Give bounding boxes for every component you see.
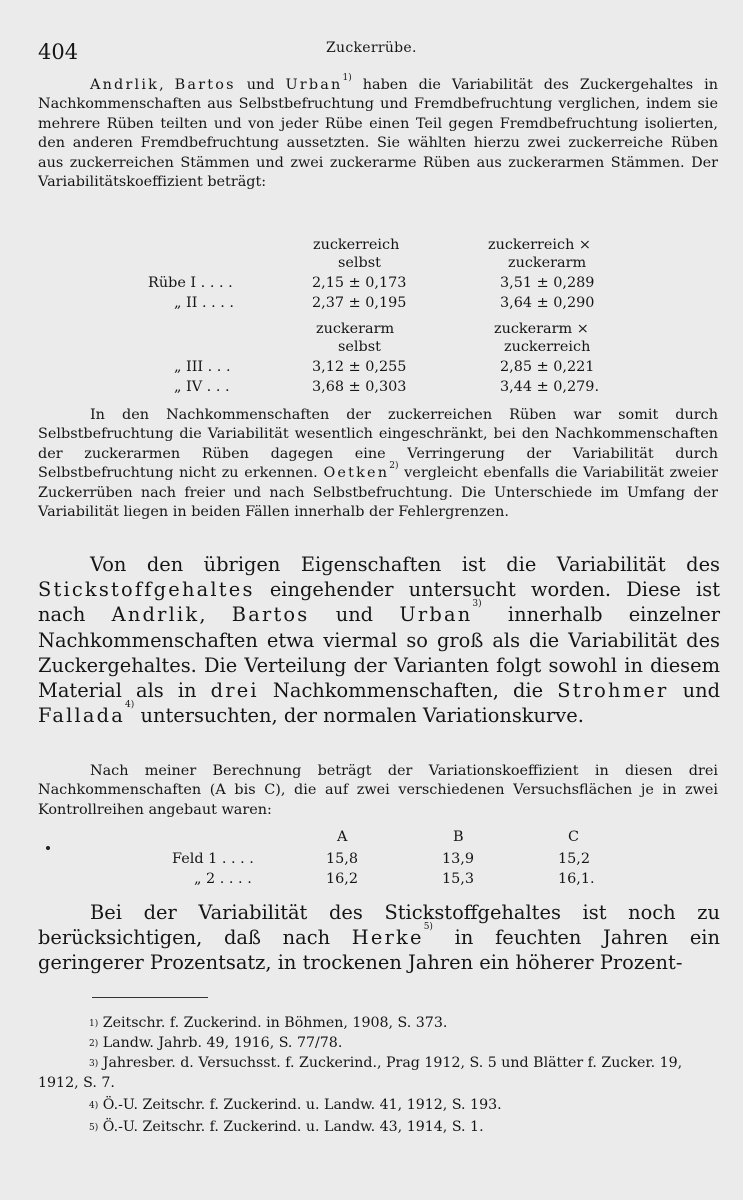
paragraph-3: Von den übrigen Eigenschaften ist die Variabilität des Stickstoffgehaltes eingehender untersucht worden. Diese ist nach Andrlik, Bartos und Urban$^{3)}$ innerhalb einzelner Nachkommenschaften etwa viermal so groß als die Variabilität des Zuckergehaltes. Die Verteilung der Varianten folgt sowohl in diesem Material als in drei Nachkommenschaften, die Strohmer und Fallada$^{4)}$ untersuchten, der normalen Variationskurve.: [38, 553, 720, 728]
paragraph-4: Nach meiner Berechnung beträgt der Variationskoeffizient in diesen drei Nachkommenschaften (A bis C), die auf zwei verschiedenen Versuchsflächen je in zwei Kontrollreihen angebaut waren:: [38, 763, 718, 818]
footnote-2: $^{2)}$ Landw. Jahrb. 49, 1916, S. 77/78.: [89, 1035, 343, 1051]
paragraph-2: In den Nachkommenschaften der zuckerreichen Rüben war somit durch Selbstbefruchtung die Variabilität wesentlich eingeschränkt, bei den Nachkommenschaften der zuckerarmen Rüben dagegen eine Verringerung der Variabilität durch Selbstbefruchtung nicht zu erkennen. Oetken$^{2)}$ vergleicht ebenfalls die Variabilität zweier Zuckerrüben nach freier und nach Selbstbefruchtung. Die Unterschiede im Umfang der Variabilität liegen in beiden Fällen innerhalb der Fehlergrenzen.: [38, 407, 719, 521]
footnote-3: $^{3)}$ Jahresber. d. Versuchsst. f. Zuckerind., Prag 1912, S. 5 und Blätter f. Zucker. 19, 1912, S. 7.: [38, 1055, 683, 1091]
paragraph-1: Andrlik, Bartos und Urban$^{1)}$ haben die Variabilität des Zuckergehaltes in Nachkommenschaften aus Selbstbefruchtung und Fremdbefruchtung verglichen, indem sie mehrere Rüben teilten und von jeder Rübe einen Teil gegen Fremdbefruchtung isolierten, den anderen Fremdbefruchtung aussetzten. Sie wählten hierzu zwei zuckerreiche Rüben aus zuckerreichen Stämmen und zwei zuckerarme Rüben aus zuckerarmen Stämmen. Der Variabilitätskoeffizient beträgt:: [38, 73, 718, 191]
footnote-5: $^{5)}$ Ö.-U. Zeitschr. f. Zuckerind. u. Landw. 43, 1914, S. 1.: [89, 1119, 484, 1135]
page-header: [38, 38, 718, 68]
footnote-1: $^{1)}$ Zeitschr. f. Zuckerind. in Böhmen, 1908, S. 373.: [89, 1015, 448, 1031]
running-title: Zuckerrübe.: [326, 40, 417, 56]
footnote-4: $^{4)}$ Ö.-U. Zeitschr. f. Zuckerind. u. Landw. 41, 1912, S. 193.: [89, 1097, 502, 1113]
book-page: 404 Zuckerrübe. Andrlik, Bartos und Urban$^{1)}$ haben die Variabilität des Zuckergehaltes in Nachkommenschaften aus Selbstbefruchtung und Fremdbefruchtung verglichen, indem sie mehrere Rüben teilten und von jeder Rübe einen Teil gegen Fremdbefruchtung isolierten, den anderen Fremdbefruchtung aussetzten. Sie wählten hierzu zwei zuckerreiche Rüben aus zuckerreichen Stämmen und zwei zuckerarme Rüben aus zuckerarmen Stämmen. Der Variabilitätskoeffizient beträgt: zuckerreich selbst zuckerreich × zuckerarm Rübe I . . . . 2,15 ± 0,173 3,51 ± 0,289 „ II . . . . 2,37 ± 0,195 3,64 ± 0,290 zuckerarm selbst zuckerarm × zuckerreich „ III . . . 3,12 ± 0,255 2,85 ± 0,221 „ IV . . . 3,68 ± 0,303 3,44 ± 0,279. In den Nachkommenschaften der zuckerreichen Rüben war somit durch Selbstbefruchtung die Variabilität wesentlich eingeschränkt, bei den Nachkommenschaften der zuckerarmen Rüben dagegen eine Verringerung der Variabilität durch Selbstbefruchtung nicht zu erkennen. Oetken$^{2)}$ vergleicht ebenfalls die Variabilität zweier Zuckerrüben nach freier und nach Selbstbefruchtung. Die Unterschiede im Umfang der Variabilität liegen in beiden Fällen innerhalb der Fehlergrenzen. Von den übrigen Eigenschaften ist die Variabilität des Stickstoffgehaltes eingehender untersucht worden. Diese ist nach Andrlik, Bartos und Urban$^{3)}$ innerhalb einzelner Nachkommenschaften etwa viermal so groß als die Variabilität des Zuckergehaltes. Die Verteilung der Varianten folgt sowohl in diesem Material als in drei Nachkommenschaften, die Strohmer und Fallada$^{4)}$ untersuchten, der normalen Variationskurve. Nach meiner Berechnung beträgt der Variationskoeffizient in diesen drei Nachkommenschaften (A bis C), die auf zwei verschiedenen Versuchsflächen je in zwei Kontrollreihen angebaut waren: A B C Feld 1 . . . . 15,8 13,9 15,2 „ 2 . . . . 16,2 15,3 16,1. Bei der Variabilität des Stickstoffgehaltes ist noch zu berücksichtigen, daß nach Herke$^{5)}$ in feuchten Jahren ein geringerer Prozentsatz, in trockenen Jahren ein höherer Prozent- $^{1)}$ Zeitschr. f. Zuckerind. in Böhmen, 1908, S. 373. $^{2)}$ Landw. Jahrb. 49, 1916, S. 77/78. $^{3)}$ Jahresber. d. Versuchsst. f. Zuckerind., Prag 1912, S. 5 und Blätter f. Zucker. 19, 1912, S. 7. $^{4)}$ Ö.-U. Zeitschr. f. Zuckerind. u. Landw. 41, 1912, S. 193. $^{5)}$ Ö.-U. Zeitschr. f. Zuckerind. u. Landw. 43, 1914, S. 1.: [0, 0, 743, 1200]
footnote-divider: [92, 997, 208, 998]
ink-speck: [46, 846, 50, 850]
page-number: 404: [38, 40, 79, 64]
paragraph-5: Bei der Variabilität des Stickstoffgehaltes ist noch zu berücksichtigen, daß nach Herke$^{5)}$ in feuchten Jahren ein geringerer Prozentsatz, in trockenen Jahren ein höherer Prozent-: [38, 901, 720, 975]
